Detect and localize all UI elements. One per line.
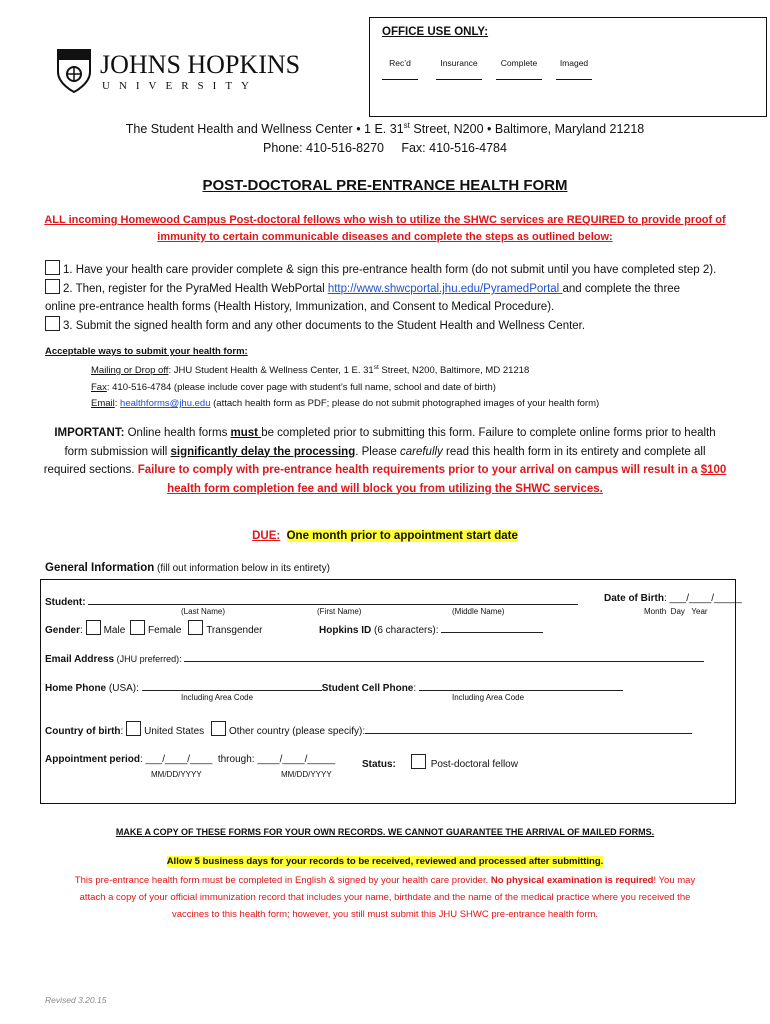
jhu-logo bbox=[56, 48, 301, 98]
cell-phone-field[interactable] bbox=[419, 679, 623, 691]
allow-note: Allow 5 business days for your records to be received, reviewed and processed after submitting. bbox=[166, 856, 604, 867]
student-name-field[interactable] bbox=[88, 593, 578, 605]
phone-line: Phone: 410-516-8270 Fax: 410-516-4784 bbox=[263, 141, 507, 155]
home-phone-field[interactable] bbox=[142, 679, 322, 691]
gender-male-checkbox[interactable] bbox=[86, 620, 101, 635]
submit-methods bbox=[91, 360, 599, 413]
copy-note: MAKE A COPY OF THESE FORMS FOR YOUR OWN RECORDS. WE CANNOT GUARANTEE THE ARRIVAL OF MAILED FORMS. bbox=[115, 827, 655, 837]
dob-hint: Month Day Year bbox=[644, 607, 708, 616]
home-phone-label: Home Phone bbox=[45, 683, 107, 694]
status-label: Status: bbox=[362, 759, 396, 770]
office-use-box bbox=[369, 17, 767, 117]
steps-list bbox=[45, 260, 745, 335]
general-heading: General Information (fill out information below in its entirety) bbox=[45, 562, 330, 574]
last-name-hint: (Last Name) bbox=[181, 607, 226, 616]
step-2: 2. Then, register for the PyraMed Health WebPortal http://www.shwcportal.jhu.edu/PyramedPortal and complete the three bbox=[45, 279, 745, 298]
office-col-insurance: Insurance bbox=[436, 58, 482, 80]
student-label: Student: bbox=[45, 597, 86, 608]
healthforms-email-link[interactable]: healthforms@jhu.edu bbox=[120, 398, 211, 410]
submit-heading: Acceptable ways to submit your health form: bbox=[45, 346, 248, 357]
submit-fax: Fax: 410-516-4784 (please include cover page with student’s full name, school and date of birth) bbox=[91, 381, 496, 393]
dob-field[interactable]: : ___/____/_____ bbox=[664, 593, 742, 604]
appt-start-hint: MM/DD/YYYY bbox=[151, 770, 202, 779]
general-info-form: Student: Date of Birth: ___/____/_____ (Last Name) (First Name) (Middle Name) Month Day Year Gender: Male Female Transgender Hopkins ID (6 characters): Email Address (JHU preferred): Home Phone (USA): Student Cell Phone: Including Area Code Including Area Code Country of birth: United States Other country (please specify): Appointment period: ___/____/____ through: ____/____/_____ MM/DD/YYYY MM/DD/YYYY Status: Post-doctoral fellow bbox=[40, 579, 736, 804]
office-use-title: OFFICE USE ONLY: bbox=[382, 26, 489, 38]
address-line: The Student Health and Wellness Center • 1 E. 31st Street, N200 • Baltimore, Maryland 21218 bbox=[125, 121, 645, 137]
logo-name: JOHNS HOPKINS bbox=[100, 50, 301, 79]
step-1-checkbox[interactable] bbox=[45, 260, 60, 275]
home-area-code-hint: Including Area Code bbox=[181, 693, 254, 702]
office-col-complete: Complete bbox=[496, 58, 542, 80]
appointment-field[interactable]: : ___/____/____ through: ____/____/_____ bbox=[140, 754, 336, 765]
step-2-cont: online pre-entrance health forms (Health History, Immunization, and Consent to Medical Procedure). bbox=[45, 301, 555, 313]
country-label: Country of birth bbox=[45, 726, 121, 737]
office-col-recd: Rec’d bbox=[382, 58, 418, 80]
office-col-imaged: Imaged bbox=[556, 58, 592, 80]
gender-female-checkbox[interactable] bbox=[130, 620, 145, 635]
logo-university: UNIVERSITY bbox=[102, 80, 258, 92]
country-us-checkbox[interactable] bbox=[126, 721, 141, 736]
appointment-label: Appointment period bbox=[45, 754, 140, 765]
page-title: POST-DOCTORAL PRE-ENTRANCE HEALTH FORM bbox=[202, 177, 568, 194]
submit-mail: Mailing or Drop off: JHU Student Health & Wellness Center, 1 E. 31st Street, N200, Baltimore, MD 21218 bbox=[91, 364, 530, 377]
appt-end-hint: MM/DD/YYYY bbox=[281, 770, 332, 779]
important-notice: IMPORTANT: Online health forms must be completed prior to submitting this form. Failure to complete online forms prior to health form submission will significantly delay the processing. Please carefully read this health form in its entirety and complete all required sections. Failure to comply with pre-entrance health requirements prior to your arrival on campus will result in a $100 health form completion fee and will block you from utilizing the SHWC services. bbox=[43, 427, 727, 495]
step-3-checkbox[interactable] bbox=[45, 316, 60, 331]
hopkins-id-field[interactable] bbox=[441, 621, 543, 633]
cell-phone-label: Student Cell Phone bbox=[321, 683, 414, 694]
hopkins-id-label: Hopkins ID bbox=[319, 625, 372, 636]
email-field[interactable] bbox=[184, 650, 704, 662]
requirements-note: This pre-entrance health form must be completed in English & signed by your health care provider. No physical examination is required! You may attach a copy of your official immunization record that includes your name, birthdate and the name of the medical practice where you received the vaccines to this health form; however, you still must submit this JHU SHWC pre-entrance health form. bbox=[74, 875, 696, 920]
gender-transgender-checkbox[interactable] bbox=[188, 620, 203, 635]
pyramed-portal-link[interactable]: http://www.shwcportal.jhu.edu/PyramedPortal bbox=[327, 283, 563, 295]
cell-area-code-hint: Including Area Code bbox=[452, 693, 525, 702]
dob-label: Date of Birth bbox=[604, 593, 664, 604]
country-other-field[interactable] bbox=[365, 722, 692, 734]
first-name-hint: (First Name) bbox=[317, 607, 362, 616]
jhu-shield-icon bbox=[56, 48, 92, 94]
status-postdoc-checkbox[interactable] bbox=[411, 754, 426, 769]
middle-name-hint: (Middle Name) bbox=[452, 607, 505, 616]
submit-email: Email: healthforms@jhu.edu (attach health form as PDF; please do not submit photographed images of your health form) bbox=[91, 398, 600, 410]
country-other-checkbox[interactable] bbox=[211, 721, 226, 736]
intro-text: ALL incoming Homewood Campus Post-doctoral fellows who wish to utilize the SHWC services are REQUIRED to provide proof of immunity to certain communicable diseases and complete the steps as outlined below: bbox=[44, 214, 726, 243]
step-2-checkbox[interactable] bbox=[45, 279, 60, 294]
gender-label: Gender bbox=[45, 625, 81, 636]
step-1: 1. Have your health care provider complete & sign this pre-entrance health form (do not submit until you have completed step 2). bbox=[45, 260, 745, 279]
due-line: DUE: One month prior to appointment start date bbox=[252, 530, 518, 542]
revision-date: Revised 3.20.15 bbox=[45, 995, 107, 1005]
step-3: 3. Submit the signed health form and any other documents to the Student Health and Wellness Center. bbox=[45, 316, 745, 335]
email-label: Email Address bbox=[45, 654, 115, 665]
